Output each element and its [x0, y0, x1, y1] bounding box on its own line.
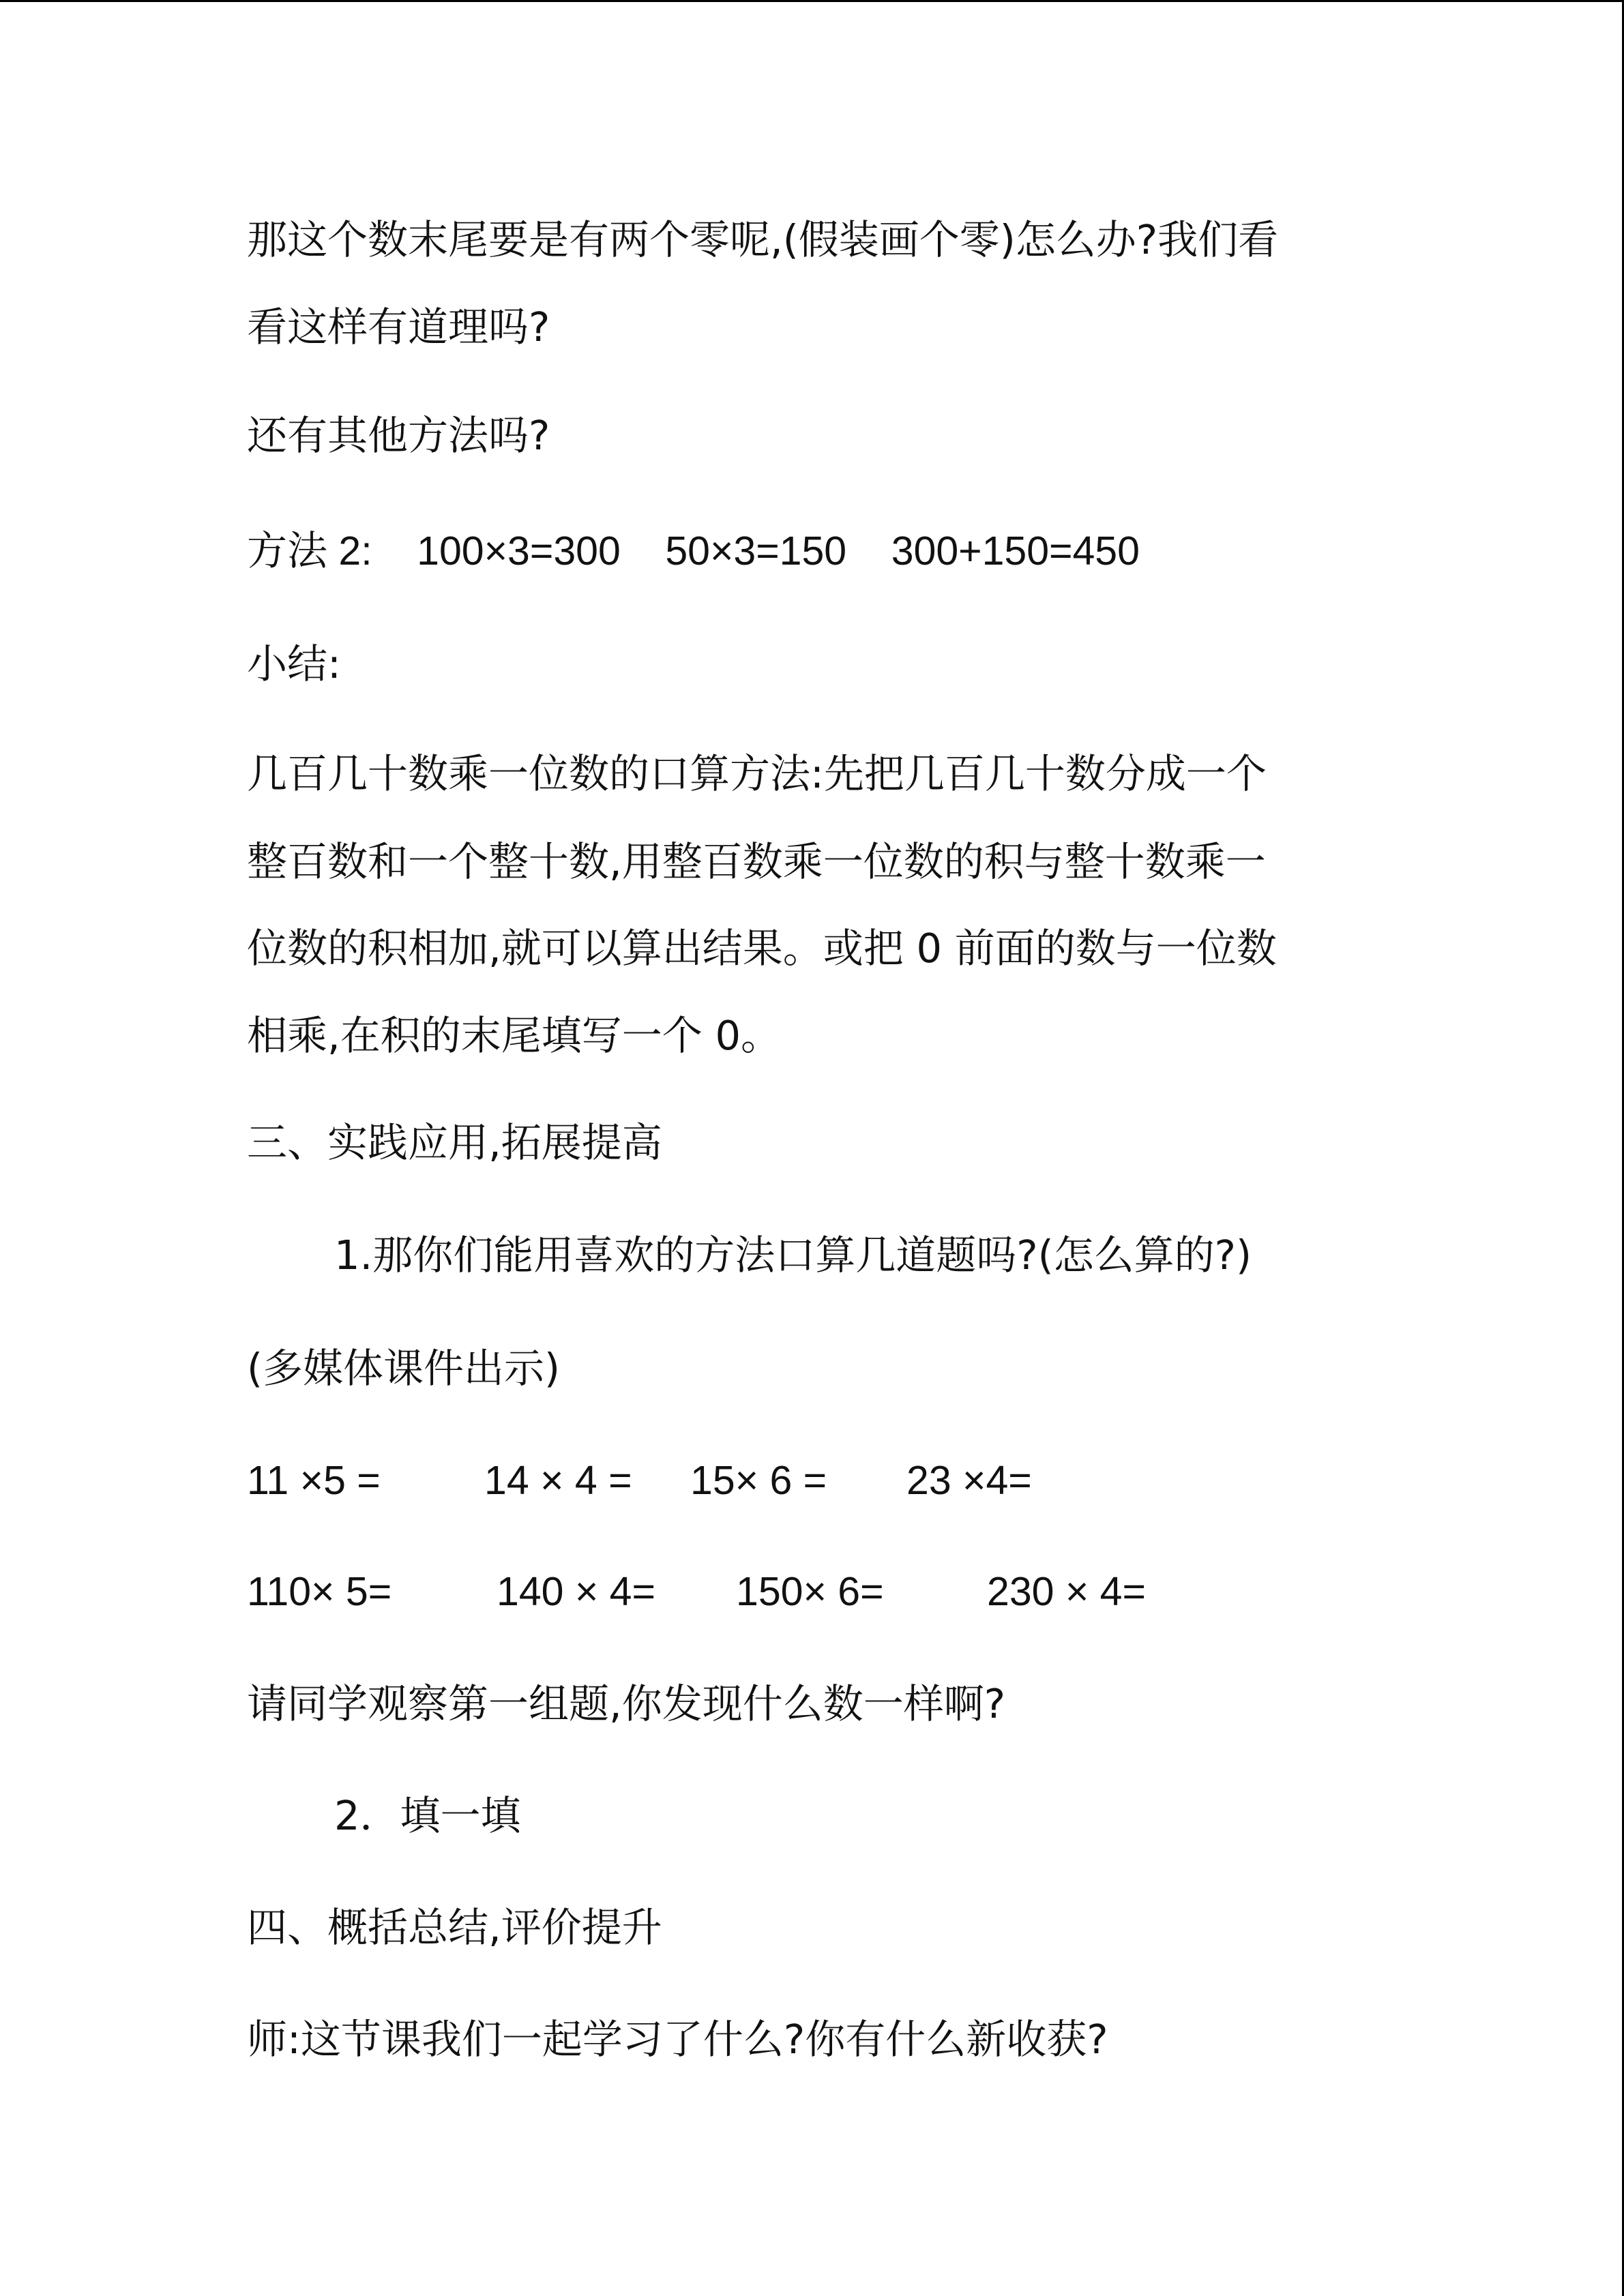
- fill-in-prompt: 2．填一填: [334, 1792, 521, 1839]
- exercise-item: 230 × 4=: [987, 1569, 1146, 1614]
- exercise-item: 140 × 4=: [497, 1569, 655, 1614]
- exercise-item: 23 ×4=: [906, 1458, 1032, 1503]
- multimedia-note: (多媒体课件出示): [247, 1345, 561, 1392]
- paragraph-line: 还有其他方法吗?: [247, 412, 550, 459]
- teacher-question: 师:这节课我们一起学习了什么?你有什么新收获?: [247, 2016, 1108, 2063]
- exercise-item: 11 ×5 =: [247, 1458, 381, 1503]
- paragraph-line: 看这样有道理吗?: [247, 303, 550, 351]
- paragraph-line: 整百数和一个整十数,用整百数乘一位数的积与整十数乘一: [247, 838, 1266, 885]
- section-heading-four: 四、概括总结,评价提升: [247, 1904, 662, 1951]
- exercise-item: 110× 5=: [247, 1569, 392, 1614]
- summary-heading: 小结:: [247, 640, 341, 687]
- exercise-item: 15× 6 =: [690, 1458, 827, 1503]
- paragraph-line: 那这个数末尾要是有两个零呢,(假装画个零)怎么办?我们看: [247, 216, 1279, 263]
- paragraph-line: 请同学观察第一组题,你发现什么数一样啊?: [247, 1680, 1006, 1727]
- exercise-prompt: 1.那你们能用喜欢的方法口算几道题吗?(怎么算的?): [334, 1232, 1252, 1279]
- exercise-item: 14 × 4 =: [484, 1458, 632, 1503]
- paragraph-line: 位数的积相加,就可以算出结果。或把 0 前面的数与一位数: [247, 925, 1277, 972]
- method-two-line: 方法 2: 100×3=300 50×3=150 300+150=450: [247, 528, 1140, 573]
- paragraph-line: 相乘,在积的末尾填写一个 0。: [247, 1012, 782, 1059]
- page-top-border: [0, 0, 1624, 2]
- section-heading-three: 三、实践应用,拓展提高: [247, 1119, 662, 1166]
- exercise-item: 150× 6=: [736, 1569, 884, 1614]
- paragraph-line: 几百几十数乘一位数的口算方法:先把几百几十数分成一个: [247, 750, 1267, 797]
